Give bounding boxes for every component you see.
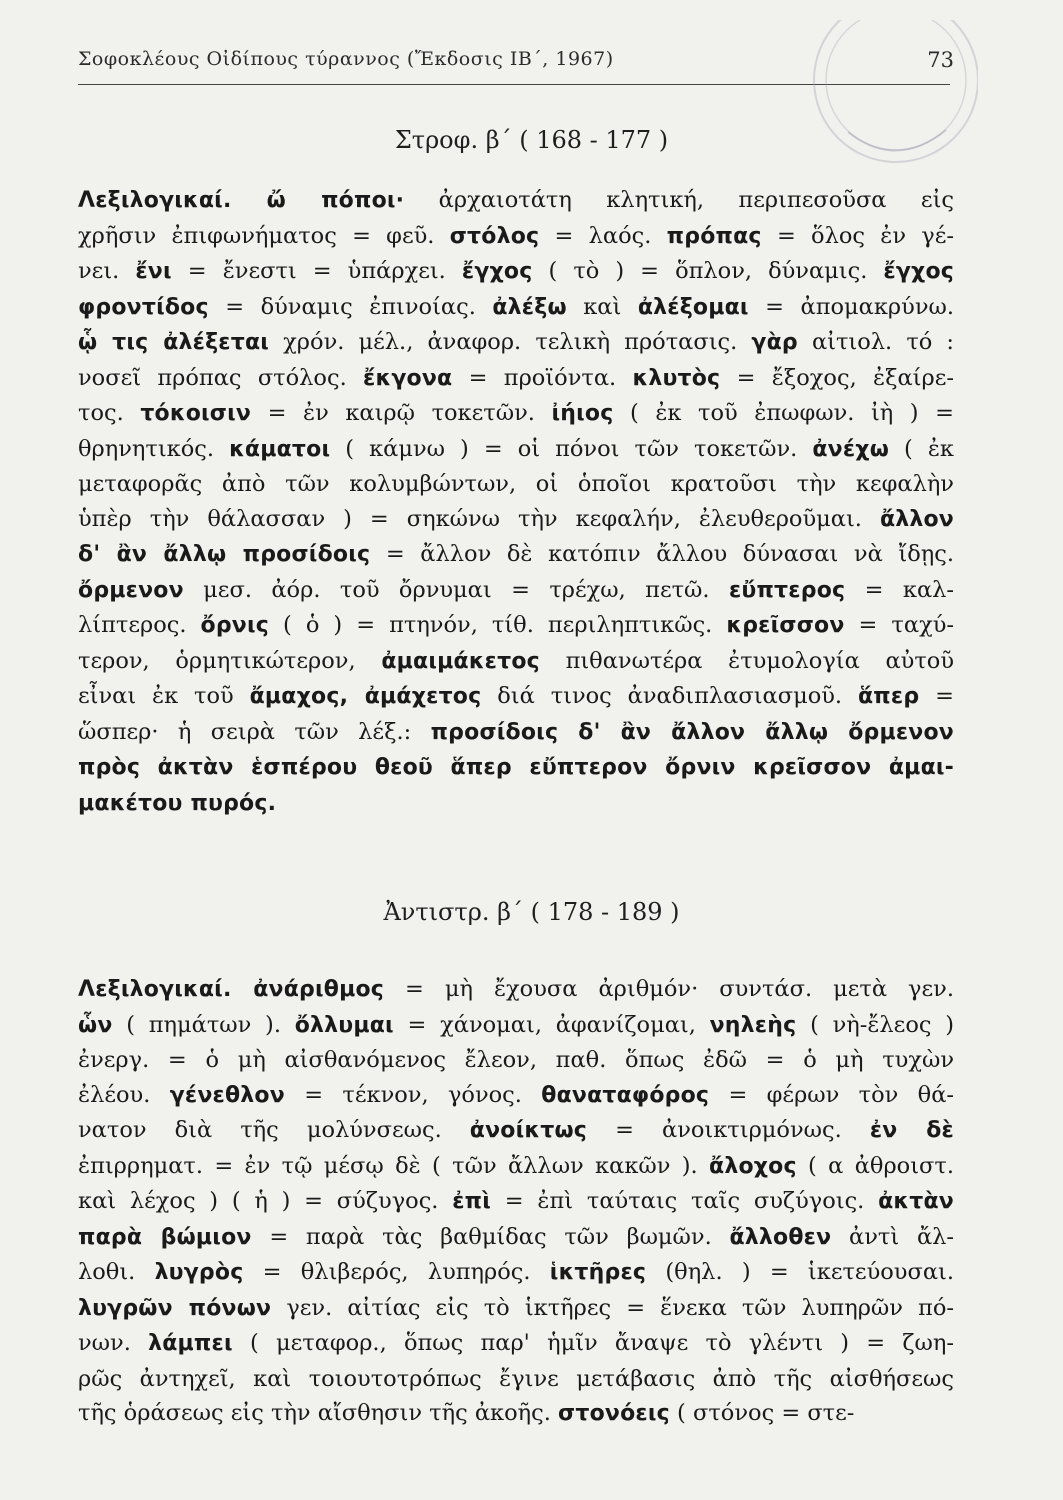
running-title: Σοφοκλέους Οἰδίπους τύραννος (Ἔκδοσις ΙΒ΄, 1967) — [78, 48, 614, 70]
strophe-line: ᾧ τις ἀλέξεται χρόν. μέλ., ἀναφορ. τελικὴ πρότασις. γὰρ αἰτιολ. τό : — [78, 329, 954, 355]
headword: ἀλέξω — [492, 294, 567, 320]
headword: ᾧ τις ἀλέξεται — [78, 330, 270, 355]
headword: ἐν δὲ — [869, 1118, 954, 1143]
headword: ὄρμενον — [78, 577, 184, 603]
headword: ὄλλυμαι — [294, 1012, 394, 1038]
headword: Λεξιλογικαί. ὤ πόποι· — [78, 188, 405, 213]
strophe-line: εἶναι ἐκ τοῦ ἄμαχος, ἀμάχετος διά τινος ἀναδιπλασιασμοῦ. ἅπερ = — [78, 683, 954, 709]
strophe-line: φροντίδος = δύναμις ἐπινοίας. ἀλέξω καὶ ἀλέξομαι = ἀπομακρύνω. — [78, 293, 954, 320]
headword: πρόπας — [666, 223, 762, 249]
strophe-line: νοσεῖ πρόπας στόλος. ἔκγονα = προϊόντα. κλυτὸς = ἔξοχος, ἐξαίρε- — [78, 364, 954, 391]
strophe-line: λίπτερος. ὄρνις ( ὁ ) = πτηνόν, τίθ. περιληπτικῶς. κρεῖσσον = ταχύ- — [78, 612, 954, 638]
strophe-line: ὥσπερ· ἡ σειρὰ τῶν λέξ.: προσίδοις δ' ἂν ἄλλον ἄλλῳ ὄρμενον — [78, 718, 954, 745]
headword: ἄλλοθεν — [729, 1224, 832, 1250]
headword: παρὰ βώμιον — [78, 1224, 252, 1250]
antistrophe-line: λυγρῶν πόνων γεν. αἰτίας εἰς τὸ ἱκτῆρες = ἕνεκα τῶν λυπηρῶν πό- — [78, 1294, 954, 1321]
headword: ἀνοίκτως — [469, 1118, 588, 1143]
headword: ἐπὶ — [452, 1189, 492, 1214]
headword: ἀλέξομαι — [637, 294, 749, 320]
headword: δ' ἂν ἄλλῳ προσίδοις — [78, 542, 371, 567]
antistrophe-line: τῆς ὁράσεως εἰς τὴν αἴσθησιν τῆς ἀκοῆς. στονόεις ( στόνος = στε- — [78, 1400, 855, 1426]
strophe-glossary — [78, 183, 954, 821]
antistrophe-line: ἐλέου. γένεθλον = τέκνον, γόνος. θαναταφόρος = φέρων τὸν θά- — [78, 1081, 954, 1108]
antistrophe-line: λοθι. λυγρὸς = θλιβερός, λυπηρός. ἱκτῆρες (θηλ. ) = ἱκετεύουσαι. — [78, 1259, 955, 1285]
library-stamp-icon — [778, 20, 978, 190]
headword: τόκοισιν — [140, 401, 252, 426]
strophe-line: ὑπὲρ τὴν θάλασσαν ) = σηκώνω τὴν κεφαλήν, ἐλευθεροῦμαι. ἄλλον — [78, 505, 954, 532]
headword: ἔνι — [135, 259, 172, 284]
headword: ἔγχος — [883, 259, 954, 284]
strophe-line: δ' ἂν ἄλλῳ προσίδοις = ἄλλον δὲ κατόπιν ἄλλου δύνασαι νὰ ἴδῃς. — [78, 541, 954, 567]
headword: ἄλοχος — [709, 1153, 797, 1179]
headword: ἄλλον — [879, 506, 954, 532]
headword: μακέτου πυρός. — [78, 790, 277, 816]
strophe-line — [78, 750, 954, 786]
headword: ἔκγονα — [363, 365, 453, 391]
headword: κρεῖσσον — [726, 613, 845, 638]
headword: ὧν — [78, 1012, 113, 1038]
antistrophe-line: ρῶς ἀντηχεῖ, καὶ τοιουτοτρόπως ἔγινε μετάβασις ἀπὸ τῆς αἰσθήσεως — [78, 1365, 954, 1392]
strophe-heading: Στροφ. β΄ ( 168 - 177 ) — [394, 126, 669, 154]
headword: ἱκτῆρες — [549, 1260, 647, 1285]
strophe-line: Λεξιλογικαί. ὤ πόποι· ἀρχαιοτάτη κλητική, περιπεσοῦσα εἰς — [78, 187, 954, 213]
strophe-line: μεταφορᾶς ἀπὸ τῶν κολυμβώντων, οἱ ὁποῖοι κρατοῦσι τὴν κεφαλὴν — [78, 471, 954, 497]
headword: ἄμαχος, ἀμάχετος — [249, 684, 482, 709]
headword: ἔγχος — [461, 259, 533, 284]
headword: γένεθλον — [169, 1082, 285, 1108]
headword: ἀμαιμάκετος — [381, 648, 540, 674]
strophe-line: τος. τόκοισιν = ἐν καιρῷ τοκετῶν. ἰήιος ( ἐκ τοῦ ἐπωφων. ἰὴ ) = — [78, 400, 954, 426]
headword: ἀνέχω — [812, 436, 890, 462]
antistrophe-line: Λεξιλογικαί. ἀνάριθμος = μὴ ἔχουσα ἀριθμόν· συντάσ. μετὰ γεν. — [78, 976, 954, 1002]
headword: πρὸς ἀκτὰν ἑσπέρου θεοῦ ἅπερ εὔπτερον ὄρνιν κρεῖσσον ἀμαι- — [78, 755, 954, 780]
headword: ὄρνις — [200, 613, 269, 638]
headword: στόλος — [449, 223, 540, 249]
headword: γὰρ — [751, 330, 798, 355]
strophe-line: θρηνητικός. κάματοι ( κάμνω ) = οἱ πόνοι τῶν τοκετῶν. ἀνέχω ( ἐκ — [78, 435, 954, 462]
headword: λάμπει — [148, 1331, 233, 1356]
headword: ἅπερ — [857, 684, 920, 709]
headword: στονόεις — [558, 1401, 670, 1426]
headword: προσίδοις δ' ἂν ἄλλον ἄλλῳ ὄρμενον — [430, 719, 954, 745]
antistrophe-line: ἐνεργ. = ὁ μὴ αἰσθανόμενος ἔλεον, παθ. ὅπως ἐδῶ = ὁ μὴ τυχὼν — [78, 1047, 954, 1073]
strophe-line: ὄρμενον μεσ. ἀόρ. τοῦ ὄρνυμαι = τρέχω, πετῶ. εὔπτερος = καλ- — [78, 576, 954, 603]
strophe-line: νει. ἔνι = ἔνεστι = ὑπάρχει. ἔγχος ( τὸ ) = ὅπλον, δύναμις. ἔγχος — [78, 258, 954, 284]
antistrophe-line: νων. λάμπει ( μεταφορ., ὅπως παρ' ἡμῖν ἄναψε τὸ γλέντι ) = ζωη- — [78, 1330, 954, 1356]
headword: Λεξιλογικαί. ἀνάριθμος — [78, 977, 385, 1002]
headword: ἰήιος — [551, 401, 614, 426]
antistrophe-line: νατον διὰ τῆς μολύνσεως. ἀνοίκτως = ἀνοικτιρμόνως. ἐν δὲ — [78, 1117, 954, 1143]
strophe-line: τερον, ὁρμητικώτερον, ἀμαιμάκετος πιθανωτέρα ἐτυμολογία αὐτοῦ — [78, 647, 955, 674]
headword: θαναταφόρος — [541, 1082, 710, 1108]
antistrophe-line: ἐπιρρηματ. = ἐν τῷ μέσῳ δὲ ( τῶν ἄλλων κακῶν ). ἄλοχος ( α ἀθροιστ. — [78, 1152, 954, 1179]
headword: κλυτὸς — [632, 365, 721, 391]
headword: ἀκτὰν — [878, 1189, 954, 1214]
headword: εὔπτερος — [728, 577, 846, 603]
antistrophe-heading: Ἀντιστρ. β΄ ( 178 - 189 ) — [383, 898, 680, 926]
headword: λυγρῶν πόνων — [78, 1295, 272, 1321]
antistrophe-line: καὶ λέχος ) ( ἡ ) = σύζυγος. ἐπὶ = ἐπὶ ταύταις ταῖς συζύγοις. ἀκτὰν — [78, 1188, 954, 1214]
page-number: 73 — [927, 48, 954, 72]
headword: φροντίδος — [78, 294, 209, 320]
strophe-line: χρῆσιν ἐπιφωνήματος = φεῦ. στόλος = λαός. πρόπας = ὅλος ἐν γέ- — [78, 222, 954, 249]
headword: νηλεὴς — [709, 1012, 797, 1038]
antistrophe-line: παρὰ βώμιον = παρὰ τὰς βαθμίδας τῶν βωμῶν. ἄλλοθεν ἀντὶ ἄλ- — [78, 1223, 955, 1250]
headword: λυγρὸς — [154, 1260, 244, 1285]
headword: κάματοι — [229, 436, 331, 462]
antistrophe-line: ὧν ( πημάτων ). ὄλλυμαι = χάνομαι, ἀφανίζομαι, νηλεὴς ( νὴ-ἔλεος ) — [78, 1011, 954, 1038]
strophe-line — [78, 786, 954, 822]
antistrophe-glossary — [78, 972, 954, 1432]
